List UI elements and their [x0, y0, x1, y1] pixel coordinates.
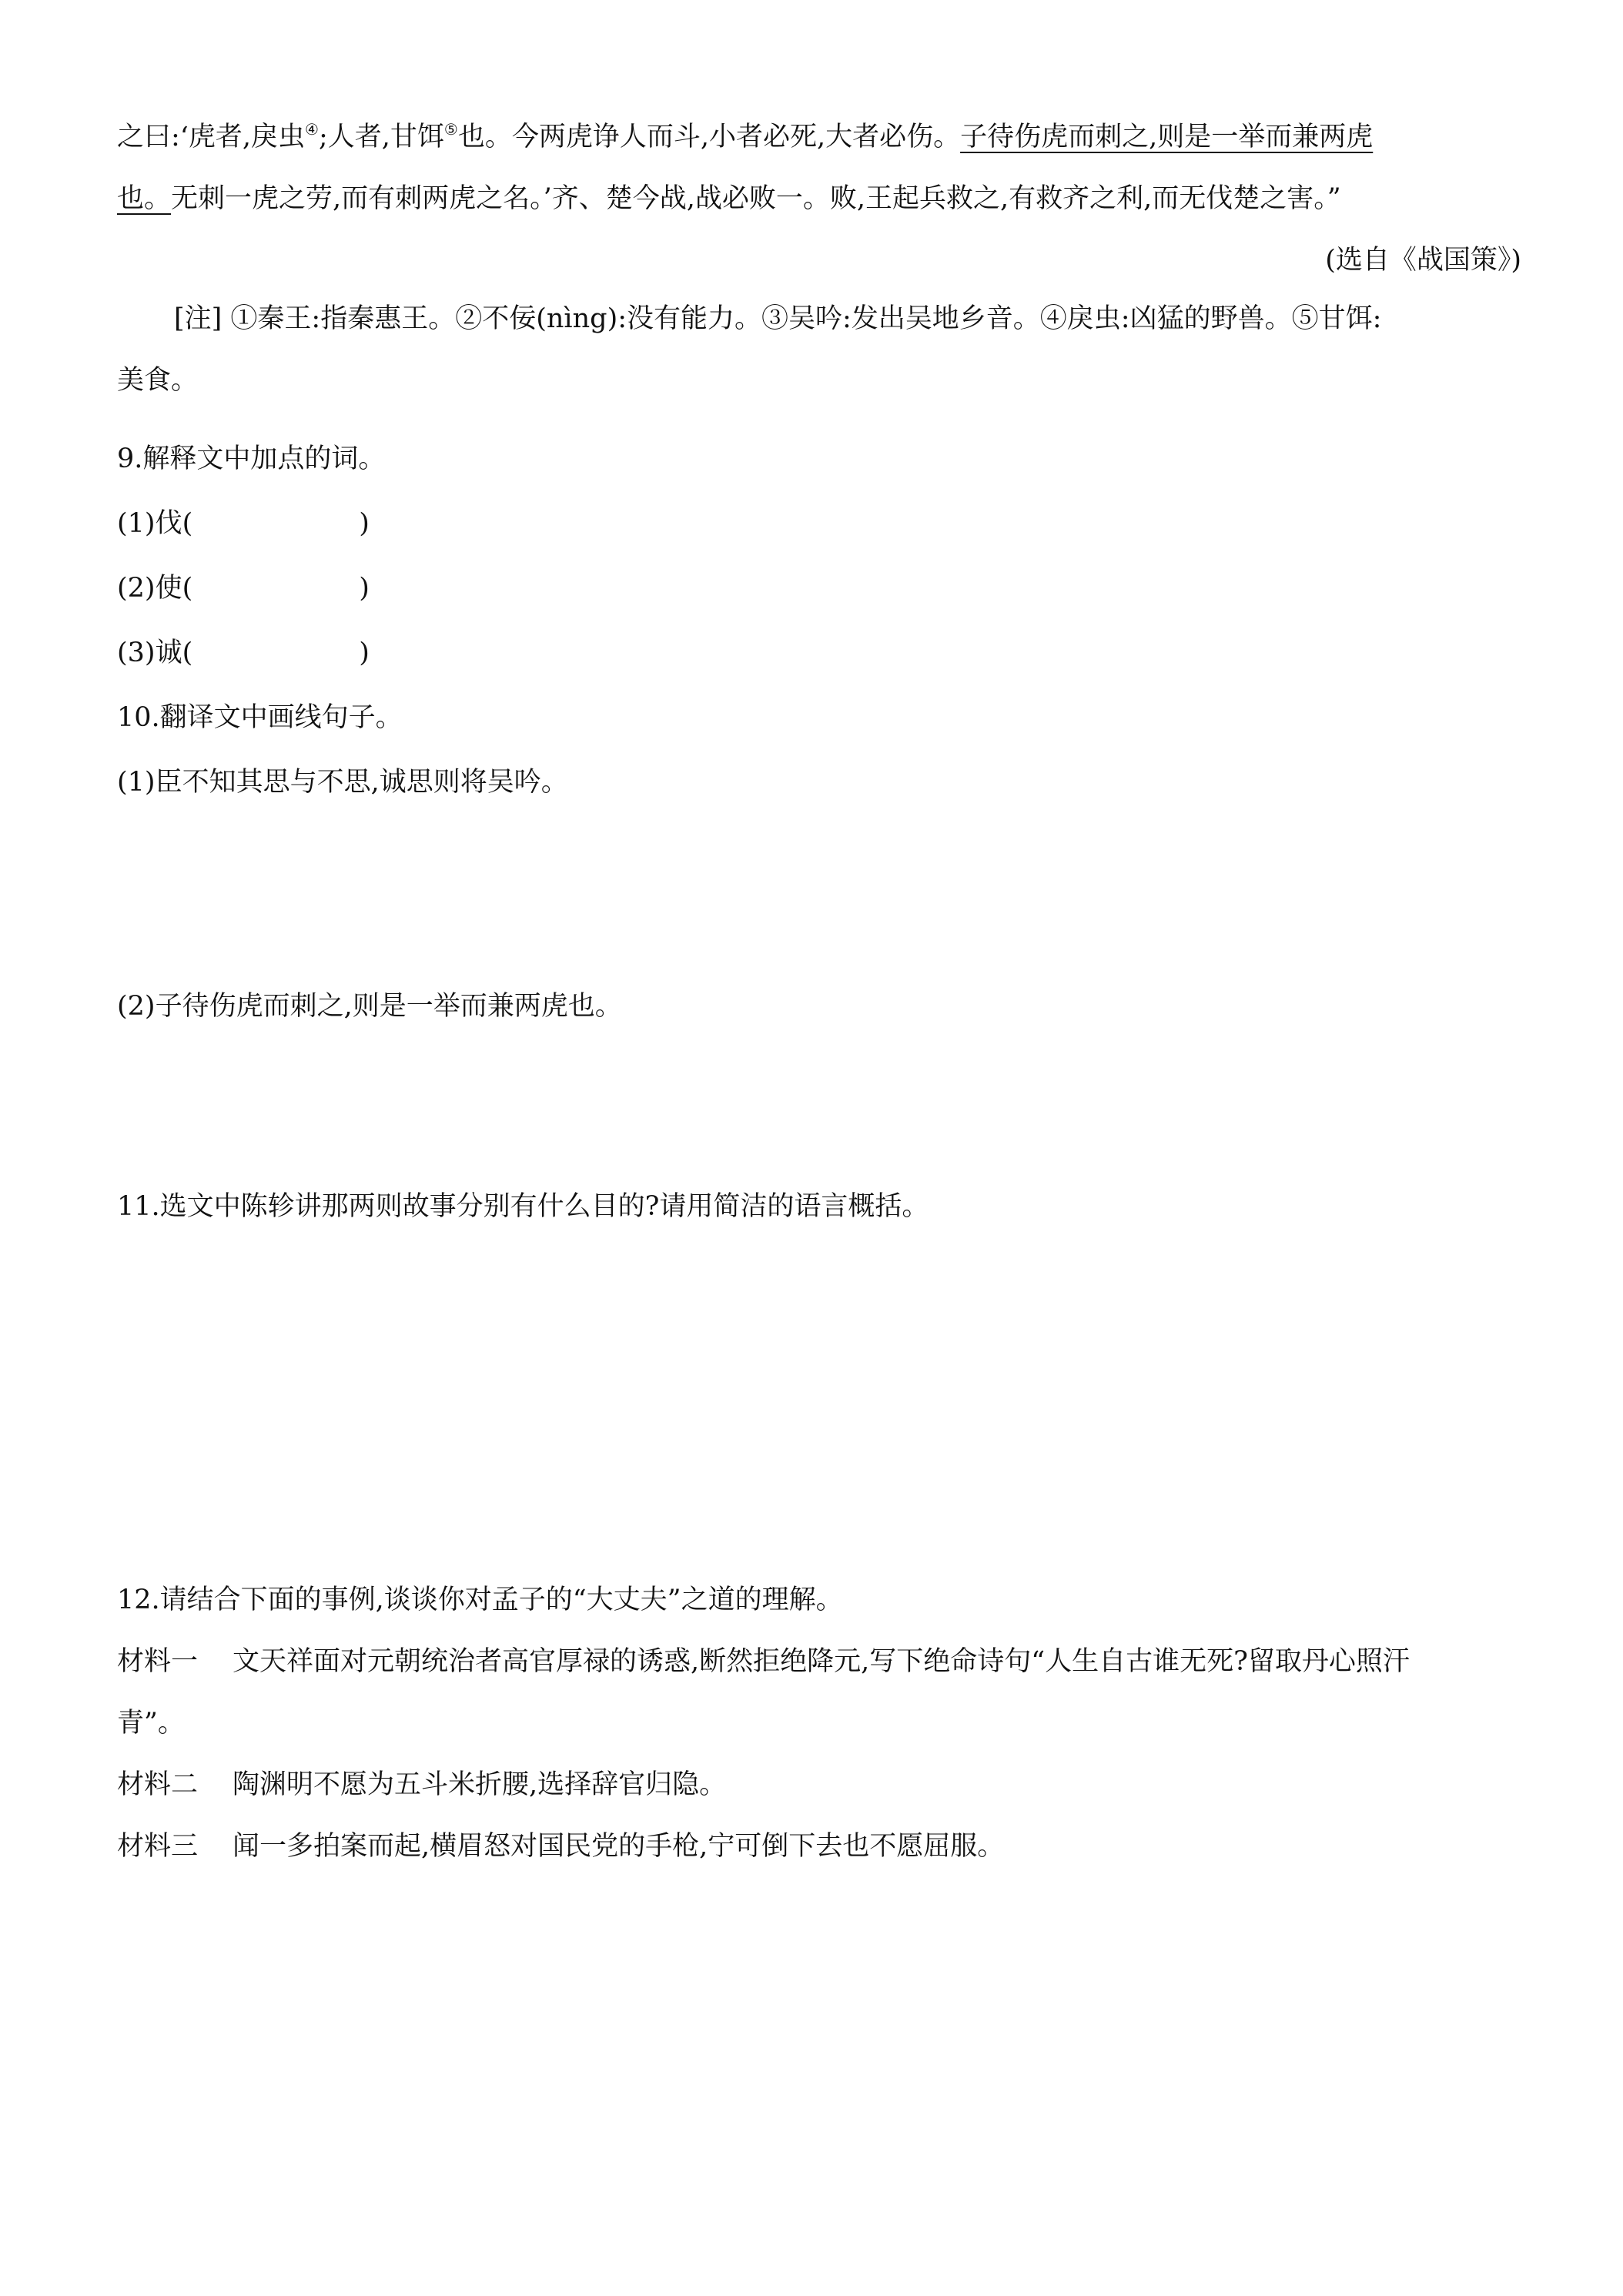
footnote-marker-4: ④: [305, 120, 319, 139]
material-1-line-1: 材料一 文天祥面对元朝统治者高官厚禄的诱惑,断然拒绝降元,写下绝命诗句“人生自古谁无死?留取丹心照汗: [117, 1640, 1521, 1683]
footnote-marker-5: ⑤: [443, 120, 458, 139]
question-10: [117, 696, 1521, 804]
material-1-label: 材料一: [117, 1646, 199, 1677]
answer-space-10-1[interactable]: [117, 804, 1521, 981]
source-citation: (选自《战国策》): [1325, 245, 1521, 276]
passage-line-2: 也。无刺一虎之劳,而有刺两虎之名。’齐、楚今战,战必败一。败,王起兵救之,有救齐之利,而无伐楚之害。”: [117, 183, 1341, 214]
question-9-item-1: (1)伐( ): [117, 508, 370, 539]
material-3: 材料三 闻一多拍案而起,横眉怒对国民党的手枪,宁可倒下去也不愿屈服。: [117, 1825, 1521, 1868]
annotations: [117, 297, 1521, 402]
question-11-title: 11.选文中陈轸讲那两则故事分别有什么目的?请用简洁的语言概括。: [117, 1191, 929, 1222]
question-12-title: 12.请结合下面的事例,谈谈你对孟子的“大丈夫”之道的理解。: [117, 1585, 843, 1615]
question-9: [117, 437, 1521, 674]
material-1-line-2: 青”。: [117, 1708, 185, 1739]
notes-line-1: [注] ①秦王:指秦惠王。②不佞(nìng):没有能力。③吴吟:发出吴地乡音。④戾虫:凶猛的野兽。⑤甘饵:: [174, 303, 1382, 334]
answer-space-10-2[interactable]: [117, 1032, 1521, 1209]
question-9-title: 9.解释文中加点的词。: [117, 443, 386, 474]
passage-line-1: 之曰:‘虎者,戾虫④;人者,甘饵⑤也。今两虎诤人而斗,小者必死,大者必伤。子待伤虎而刺之,则是一举而兼两虎: [117, 120, 1374, 152]
material-2: 材料二 陶渊明不愿为五斗米折腰,选择辞官归隐。: [117, 1763, 1521, 1806]
question-9-item-3: (3)诚( ): [117, 638, 370, 668]
question-10-item-2: (2)子待伤虎而刺之,则是一举而兼两虎也。: [117, 991, 622, 1022]
passage: [117, 115, 1521, 282]
question-10-title: 10.翻译文中画线句子。: [117, 702, 403, 733]
underlined-sentence-end: 也。: [117, 183, 172, 214]
question-12: [117, 1578, 1521, 1868]
underlined-sentence: 子待伤虎而刺之,则是一举而兼两虎: [960, 122, 1374, 152]
answer-space-12[interactable]: [117, 1886, 1521, 2256]
question-10-item-1: (1)臣不知其思与不思,诚思则将吴吟。: [117, 767, 568, 798]
question-9-item-2: (2)使( ): [117, 573, 370, 604]
material-2-label: 材料二: [117, 1769, 199, 1800]
material-3-label: 材料三: [117, 1831, 199, 1862]
notes-line-2: 美食。: [117, 365, 199, 396]
answer-space-11[interactable]: [117, 1232, 1521, 1586]
